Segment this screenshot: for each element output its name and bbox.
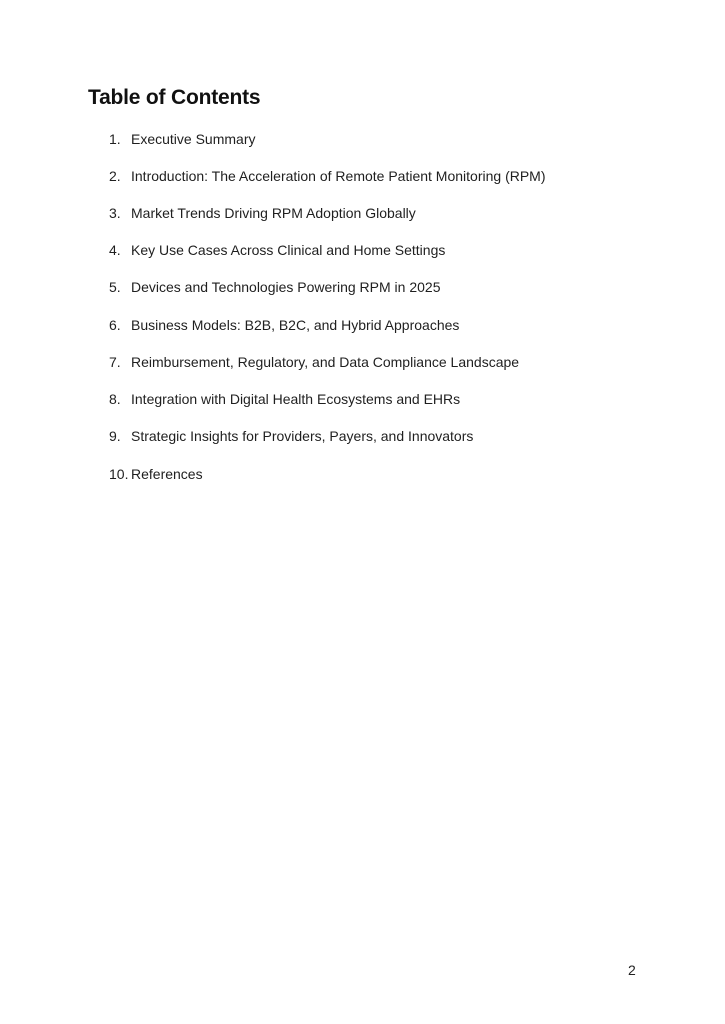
toc-item-number: 9.	[109, 428, 121, 444]
toc-item-number: 4.	[109, 242, 121, 258]
toc-item-label[interactable]: Key Use Cases Across Clinical and Home Settings	[131, 242, 446, 258]
toc-item-label[interactable]: Market Trends Driving RPM Adoption Globally	[131, 205, 416, 221]
toc-item-label[interactable]: Strategic Insights for Providers, Payers, and Innovators	[131, 428, 474, 444]
toc-item-number: 2.	[109, 168, 121, 184]
toc-item-number: 8.	[109, 391, 121, 407]
toc-item-label[interactable]: Executive Summary	[131, 131, 256, 147]
toc-item-label[interactable]: Reimbursement, Regulatory, and Data Compliance Landscape	[131, 354, 520, 370]
toc-item-label[interactable]: Integration with Digital Health Ecosystems and EHRs	[131, 391, 461, 407]
page-title: Table of Contents	[88, 86, 261, 109]
toc-item-number: 1.	[109, 131, 121, 147]
toc-item-label[interactable]: Business Models: B2B, B2C, and Hybrid Approaches	[131, 317, 460, 333]
toc-item-number: 10.	[109, 466, 129, 482]
toc-item-number: 3.	[109, 205, 121, 221]
toc-item-number: 5.	[109, 279, 121, 295]
page-number: 2	[628, 962, 636, 978]
toc-item-label[interactable]: References	[131, 466, 203, 482]
toc-item-number: 6.	[109, 317, 121, 333]
toc-item-label[interactable]: Devices and Technologies Powering RPM in 2025	[131, 279, 441, 295]
toc-item-number: 7.	[109, 354, 121, 370]
toc-item-label[interactable]: Introduction: The Acceleration of Remote Patient Monitoring (RPM)	[131, 168, 546, 184]
